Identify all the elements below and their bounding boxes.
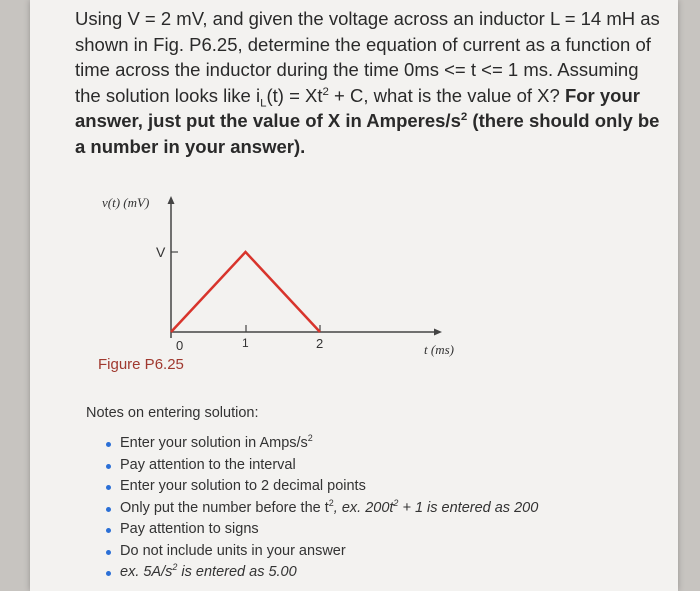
v-level-label: V: [156, 244, 166, 260]
question-mid: (t) = Xt: [266, 84, 323, 106]
x-tick-label-2: 2: [316, 336, 324, 351]
note-text-italic: , ex. 200t: [333, 499, 394, 516]
document-page: [30, 0, 678, 591]
note-text: Do not include units in your answer: [120, 542, 346, 559]
superscript-2b: 2: [460, 110, 468, 123]
x-axis-label: t (ms): [424, 342, 454, 357]
note-item: [106, 562, 646, 584]
note-item: [106, 476, 646, 498]
figure-caption: Figure P6.25: [98, 356, 184, 373]
note-item: [106, 433, 646, 455]
note-sup: 2: [328, 497, 334, 508]
note-text: Only put the number before the t: [120, 499, 329, 516]
note-item: [106, 498, 646, 520]
note-text: Enter your solution in Amps/s: [120, 435, 308, 451]
y-axis-arrow-icon: [168, 196, 175, 204]
note-text-italic: + 1 is entered as 200: [398, 499, 539, 516]
notes-list: [86, 433, 646, 584]
note-sup: 2: [307, 433, 313, 444]
note-item: [106, 519, 646, 541]
question-intro: Using V = 2 mV, and given the voltage across an inductor L = 14 mH as shown in Fig. P6.25, determine the equation of current as a function of time across the inductor during the time 0ms <= t <= 1 ms. Assuming the solution looks like i: [75, 8, 660, 106]
question-tail: + C, what is the value of X?: [328, 84, 565, 106]
note-text: Enter your solution to 2 decimal points: [120, 478, 366, 494]
y-axis-label: v(t) (mV): [102, 195, 150, 210]
question-bold-2: (there should only be a number in your answer).: [75, 110, 660, 157]
note-text: Pay attention to the interval: [120, 456, 296, 473]
note-sup: 2: [172, 562, 178, 573]
notes-section: [86, 405, 646, 584]
x-tick-label-1: 1: [242, 336, 249, 350]
note-text: Pay attention to signs: [120, 521, 259, 537]
x-tick-label-0: 0: [176, 338, 184, 353]
note-sup: 2: [393, 497, 399, 508]
subscript-l: L: [260, 97, 267, 110]
note-text-italic: ex. 5A/s: [120, 564, 173, 580]
x-axis-arrow-icon: [434, 329, 442, 336]
superscript-2: 2: [322, 85, 329, 98]
note-item: [106, 455, 646, 477]
voltage-waveform-line: [171, 252, 320, 332]
notes-title: Notes on entering solution:: [86, 405, 259, 421]
question-text: [75, 6, 665, 159]
note-item: [106, 541, 646, 563]
note-text-italic: is entered as 5.00: [177, 564, 297, 580]
question-bold-1: For your answer, just put the value of X in Amperes/s: [75, 84, 640, 131]
